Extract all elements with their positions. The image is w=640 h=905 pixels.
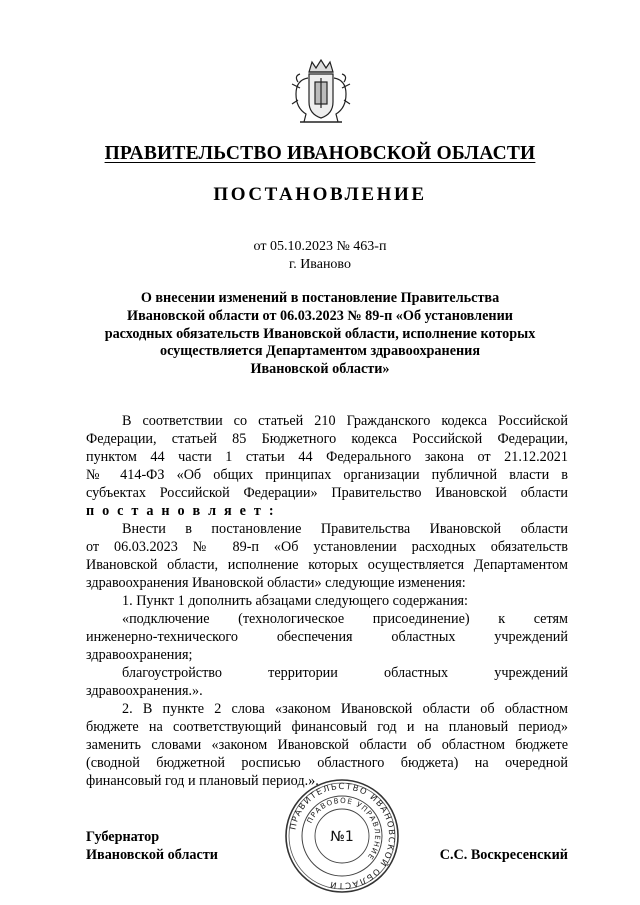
body-line: № 414-ФЗ «Об общих принципах организации публичной власти в <box>86 467 568 483</box>
body-line: субъектах Российской Федерации» Правительство Ивановской области <box>86 485 568 501</box>
body-line-resolves: п о с т а н о в л я е т : <box>86 503 276 519</box>
body-line: 2. В пункте 2 слова «законом Ивановской области об областном <box>122 701 568 717</box>
document-date-number: от 05.10.2023 № 463-п <box>253 239 387 254</box>
signatory-position-line: Ивановской области <box>86 847 218 863</box>
body-line: (сводной бюджетной росписью областного бюджета) на очередной <box>86 755 568 771</box>
body-line: В соответствии со статьей 210 Гражданского кодекса Российской <box>122 413 568 429</box>
seal-inner-text: ПРАВОВОЕ УПРАВЛЕНИЕ <box>304 795 383 862</box>
document-subject <box>95 290 545 379</box>
subject-line: осуществляется Департаментом здравоохранения <box>159 343 481 360</box>
ivanovo-coat-of-arms-icon <box>290 58 352 128</box>
body-line: Внести в постановление Правительства Ивановской области <box>122 521 568 537</box>
body-line: бюджете на соответствующий финансовый год и на плановый период» <box>86 719 568 735</box>
body-line: «подключение (технологическое присоединение) к сетям <box>122 611 568 627</box>
body-line: 1. Пункт 1 дополнить абзацами следующего содержания: <box>122 593 468 609</box>
document-city: г. Иваново <box>289 257 351 272</box>
body-line: здравоохранения.». <box>86 683 203 699</box>
body-line: здравоохранения Ивановской области» следующие изменения: <box>86 575 466 591</box>
document-type-heading: ПОСТАНОВЛЕНИЕ <box>213 184 427 205</box>
government-title: ПРАВИТЕЛЬСТВО ИВАНОВСКОЙ ОБЛАСТИ <box>104 143 536 164</box>
signatory-position <box>86 828 218 864</box>
body-line: пунктом 44 части 1 статьи 44 Федерального закона от 21.12.2021 <box>86 449 568 465</box>
official-round-seal-icon <box>283 777 401 895</box>
signatory-name: С.С. Воскресенский <box>439 847 568 863</box>
body-line: финансовый год и плановый период.». <box>86 773 319 789</box>
body-line: Федерации, статьей 85 Бюджетного кодекса Российской Федерации, <box>86 431 568 447</box>
body-line: здравоохранения; <box>86 647 193 663</box>
subject-line: расходных обязательств Ивановской области, исполнение которых <box>104 325 536 342</box>
signatory-position-line: Губернатор <box>86 829 160 845</box>
subject-line: Ивановской области» <box>250 361 390 378</box>
body-line: от 06.03.2023 № 89-п «Об установлении расходных обязательств <box>86 539 568 555</box>
body-line: заменить словами «законом Ивановской области об областном бюджете <box>86 737 568 753</box>
body-line: инженерно-технического обеспечения областных учреждений <box>86 629 568 645</box>
seal-number: №1 <box>330 829 354 845</box>
seal-outer-text: ПРАВИТЕЛЬСТВО ИВАНОВСКОЙ ОБЛАСТИ <box>287 780 398 892</box>
body-line: Ивановской области, исполнение которых осуществляется Департаментом <box>86 557 568 573</box>
subject-line: О внесении изменений в постановление Правительства <box>140 290 500 306</box>
subject-line: Ивановской области от 06.03.2023 № 89-п «Об установлении <box>127 307 513 324</box>
body-line: благоустройство территории областных учреждений <box>122 665 568 681</box>
